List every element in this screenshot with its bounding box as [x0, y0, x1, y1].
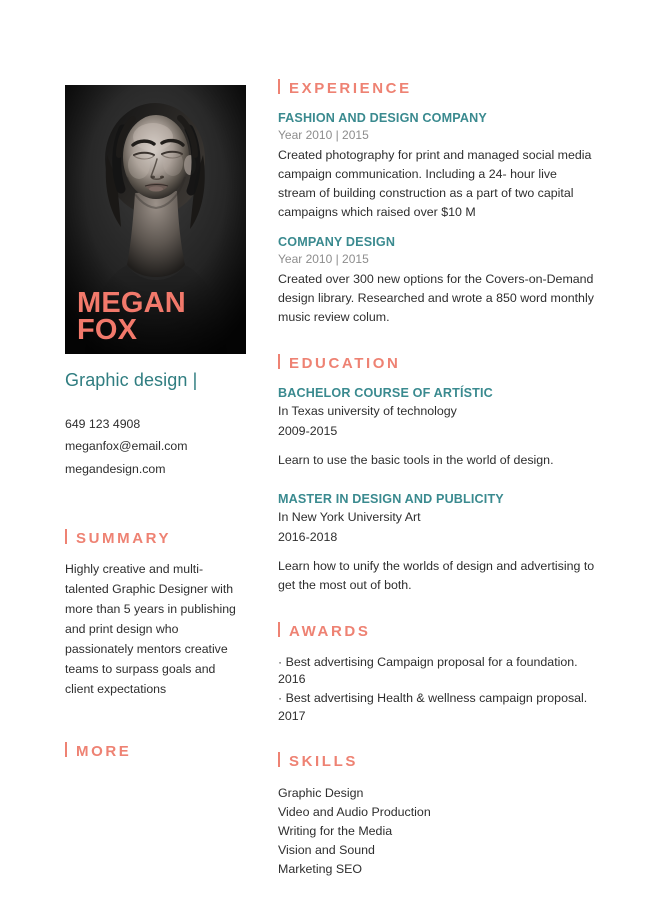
accent-bar-icon — [278, 752, 280, 767]
education-entry-description: Learn how to unify the worlds of design and advertising to get the most out of both. — [278, 559, 595, 593]
summary-section — [65, 528, 250, 699]
contact-email[interactable]: meganfox@email.com — [65, 439, 188, 454]
experience-entry-title: FASHION AND DESIGN COMPANY — [278, 111, 487, 125]
award-item — [278, 690, 598, 725]
summary-heading-label: SUMMARY — [76, 530, 172, 548]
contact-info — [65, 413, 250, 480]
summary-heading — [65, 528, 250, 547]
skill-item: Graphic Design — [278, 786, 364, 801]
education-entry-description: Learn to use the basic tools in the world of design. — [278, 453, 554, 468]
education-heading-label: EDUCATION — [289, 354, 401, 372]
experience-entry-description: Created over 300 new options for the Covers-on-Demand design library. Researched and wrote a 850 word monthly music review colum. — [278, 272, 594, 325]
skills-list — [278, 784, 598, 879]
education-heading — [278, 353, 598, 372]
skills-section — [278, 751, 598, 879]
accent-bar-icon — [65, 529, 67, 544]
job-title: Graphic design | — [65, 370, 198, 390]
award-year: 2016 — [278, 672, 306, 687]
skill-item: Vision and Sound — [278, 843, 375, 858]
awards-section — [278, 621, 598, 725]
experience-entry-description: Created photography for print and managed social media campaign communication. Including a 24- hour live stream of building construction as a part of two capital campaigns which raised over $10 M — [278, 148, 592, 219]
education-entry — [278, 386, 598, 470]
last-name: FOX — [77, 314, 138, 347]
more-section — [65, 741, 250, 760]
education-entry-institution: In Texas university of technology — [278, 403, 457, 418]
accent-bar-icon — [278, 622, 280, 637]
skill-item: Video and Audio Production — [278, 805, 431, 820]
award-text: · Best advertising Health & wellness campaign proposal. — [278, 690, 598, 708]
experience-entry — [278, 235, 598, 327]
contact-phone[interactable]: 649 123 4908 — [65, 417, 141, 431]
more-heading-label: MORE — [76, 743, 132, 761]
accent-bar-icon — [278, 79, 280, 94]
experience-heading — [278, 78, 598, 97]
experience-entry — [278, 111, 598, 221]
first-name: MEGAN — [77, 287, 186, 320]
award-text: · Best advertising Campaign proposal for a foundation. — [278, 654, 598, 672]
awards-heading-label: AWARDS — [289, 622, 371, 640]
skills-heading-label: SKILLS — [289, 753, 358, 771]
experience-entry-title: COMPANY DESIGN — [278, 235, 396, 250]
awards-list — [278, 654, 598, 725]
contact-website[interactable]: megandesign.com — [65, 461, 166, 476]
experience-section — [278, 78, 598, 327]
education-section — [278, 353, 598, 595]
skill-item: Marketing SEO — [278, 862, 363, 877]
skills-heading — [278, 751, 598, 770]
education-entry-years: 2009-2015 — [278, 424, 338, 439]
education-entry-title: MASTER IN DESIGN AND PUBLICITY — [278, 491, 504, 506]
awards-heading — [278, 621, 598, 640]
profile-name — [77, 287, 186, 347]
experience-heading-label: EXPERIENCE — [289, 80, 412, 97]
experience-entry-meta: Year 2010 | 2015 — [278, 252, 369, 267]
award-year: 2017 — [278, 708, 306, 723]
summary-body: Highly creative and multi-talented Graphic Designer with more than 5 years in publishing and print design who passionately mentors creative teams to surpass goals and client expectations — [65, 562, 236, 696]
accent-bar-icon — [278, 354, 280, 369]
more-heading — [65, 741, 250, 760]
sidebar — [65, 85, 250, 760]
skill-item: Writing for the Media — [278, 824, 393, 839]
education-entry-institution: In New York University Art — [278, 509, 421, 524]
education-entry-years: 2016-2018 — [278, 530, 338, 545]
award-item — [278, 654, 598, 689]
main-content — [278, 78, 598, 879]
profile-photo-card — [65, 85, 246, 354]
accent-bar-icon — [65, 742, 67, 757]
experience-entry-meta: Year 2010 | 2015 — [278, 128, 369, 142]
education-entry-title: BACHELOR COURSE OF ARTÍSTIC — [278, 385, 493, 400]
education-entry — [278, 492, 598, 595]
